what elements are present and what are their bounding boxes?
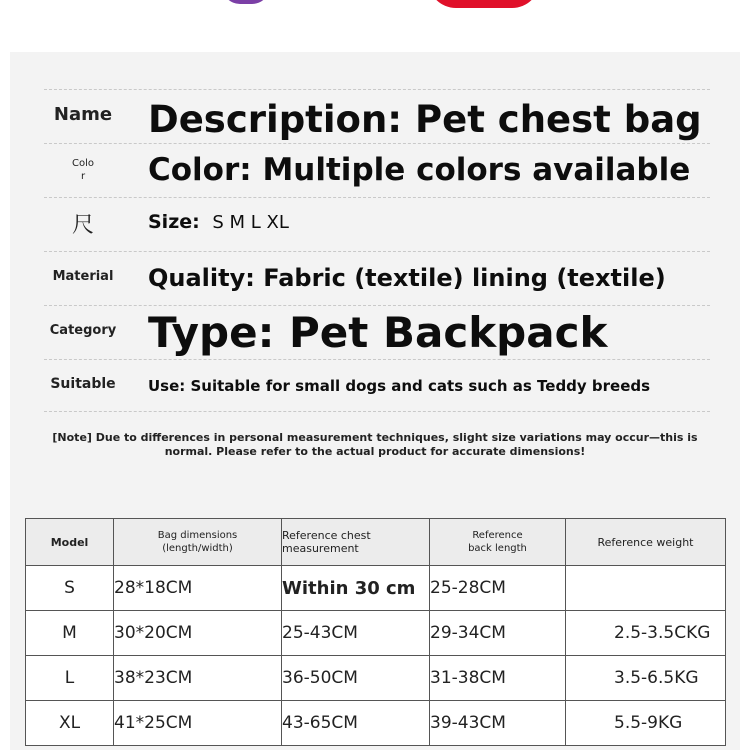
header-back-length: Reference back length bbox=[430, 519, 566, 566]
spec-label-size: 尺 bbox=[71, 213, 94, 238]
chest-cell: 43-65CM bbox=[282, 701, 430, 746]
purple-bag-edge bbox=[222, 0, 270, 4]
spec-row-category bbox=[44, 305, 710, 360]
size-model-cell: S bbox=[26, 566, 114, 611]
size-table-header bbox=[26, 519, 726, 566]
weight-cell: 3.5-6.5KG bbox=[566, 656, 726, 701]
product-photo-strip bbox=[0, 0, 750, 52]
size-model-cell: L bbox=[26, 656, 114, 701]
size-table bbox=[25, 518, 726, 746]
header-model: Model bbox=[26, 519, 114, 566]
chest-cell: 36-50CM bbox=[282, 656, 430, 701]
spec-divider-end bbox=[44, 411, 710, 412]
red-bag-edge bbox=[428, 0, 540, 8]
header-chest: Reference chest measurement bbox=[282, 519, 430, 566]
spec-value-size-title: Size: bbox=[148, 211, 200, 233]
weight-cell: 2.5-3.5CKG bbox=[566, 611, 726, 656]
spec-value-size bbox=[148, 211, 289, 233]
table-row bbox=[26, 656, 726, 701]
bag-dimension-cell: 28*18CM bbox=[114, 566, 282, 611]
spec-value-color: Color: Multiple colors available bbox=[148, 152, 691, 188]
bag-dimension-cell: 30*20CM bbox=[114, 611, 282, 656]
spec-value-name: Description: Pet chest bag bbox=[148, 98, 702, 141]
back-length-cell: 31-38CM bbox=[430, 656, 566, 701]
weight-cell bbox=[566, 566, 726, 611]
spec-row-name bbox=[44, 89, 710, 144]
weight-cell: 5.5-9KG bbox=[566, 701, 726, 746]
spec-value-size-list: S M L XL bbox=[212, 212, 289, 233]
back-length-cell: 25-28CM bbox=[430, 566, 566, 611]
back-length-cell: 39-43CM bbox=[430, 701, 566, 746]
spec-label-category: Category bbox=[49, 323, 117, 338]
spec-row-size bbox=[44, 197, 710, 252]
size-model-cell: M bbox=[26, 611, 114, 656]
spec-row-color bbox=[44, 143, 710, 198]
spec-row-material bbox=[44, 251, 710, 306]
spec-label-suitable: Suitable bbox=[50, 376, 116, 392]
spec-value-category: Type: Pet Backpack bbox=[148, 308, 608, 357]
spec-value-material: Quality: Fabric (textile) lining (textile) bbox=[148, 264, 666, 292]
measurement-note: [Note] Due to differences in personal measurement techniques, slight size variations may occur—this is normal. Please refer to the actual product for accurate dimensions! bbox=[52, 431, 698, 458]
size-model-cell: XL bbox=[26, 701, 114, 746]
chest-cell: 25-43CM bbox=[282, 611, 430, 656]
table-row bbox=[26, 566, 726, 611]
table-row bbox=[26, 701, 726, 746]
chest-cell: Within 30 cm bbox=[282, 566, 430, 611]
header-bag-dimensions: Bag dimensions (length/width) bbox=[114, 519, 282, 566]
bag-dimension-cell: 41*25CM bbox=[114, 701, 282, 746]
bag-dimension-cell: 38*23CM bbox=[114, 656, 282, 701]
spec-label-material: Material bbox=[52, 269, 114, 284]
spec-label-color: Color bbox=[72, 158, 94, 182]
header-weight: Reference weight bbox=[566, 519, 726, 566]
back-length-cell: 29-34CM bbox=[430, 611, 566, 656]
spec-value-suitable: Use: Suitable for small dogs and cats such as Teddy breeds bbox=[148, 377, 651, 395]
table-row bbox=[26, 611, 726, 656]
spec-label-name: Name bbox=[53, 104, 113, 125]
spec-row-suitable bbox=[44, 359, 710, 412]
